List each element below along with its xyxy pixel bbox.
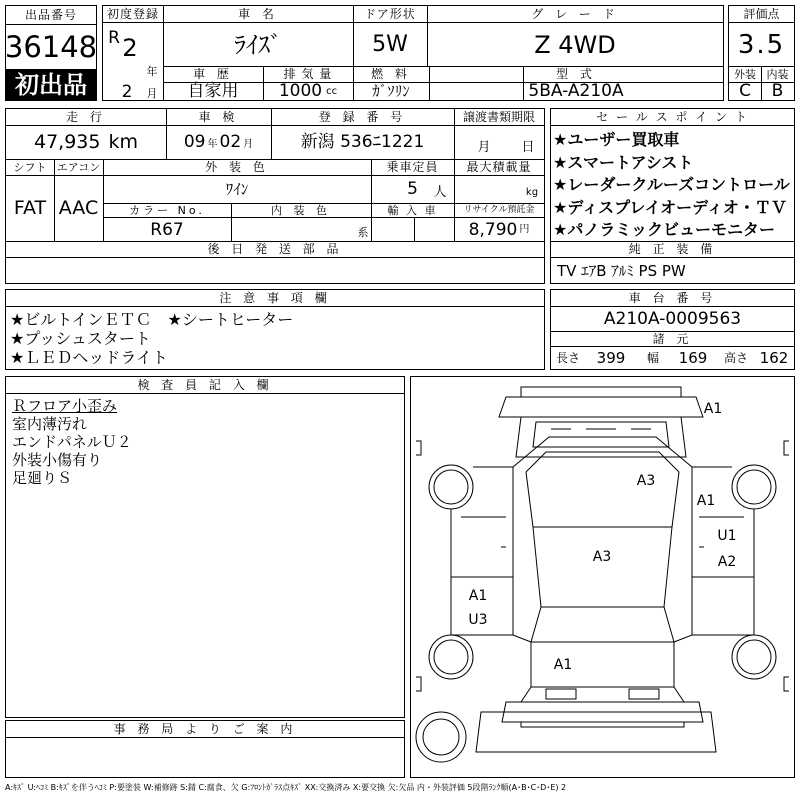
chassis-box (550, 289, 795, 370)
grade-header: グ レ ー ド (531, 7, 619, 21)
first-reg-year: 2 (122, 34, 138, 62)
sales-points-box (550, 108, 795, 284)
history-header: 車 歴 (193, 67, 233, 81)
int-color-header: 内 装 色 (271, 203, 331, 217)
sales-point-item: ★スマートアシスト (553, 152, 694, 172)
door-value: 5W (372, 32, 408, 57)
recycle-unit: 円 (519, 224, 530, 235)
inspector-header: 検 査 員 記 入 欄 (137, 378, 273, 392)
import-header: 輸 入 車 (387, 203, 438, 217)
car-name-header: 車 名 (238, 7, 278, 21)
damage-mark: U3 (468, 612, 488, 628)
first-reg-month: 2 (121, 81, 133, 102)
chassis-header: 車 台 番 号 (628, 291, 717, 305)
damage-mark: A1 (553, 657, 573, 673)
dim-height-value: 162 (759, 348, 789, 367)
inspector-line: エンドパネルＵ２ (12, 433, 132, 451)
int-score-value: B (771, 81, 784, 101)
car-name-value: ﾗｲｽﾞ (234, 31, 282, 59)
displacement-unit: cc (326, 85, 338, 97)
inspection-value (166, 127, 271, 157)
color-no-value: R67 (150, 219, 184, 240)
damage-mark: A3 (592, 549, 612, 565)
inspector-line: 室内薄汚れ (12, 415, 88, 433)
recycle-header: リサイクル預託金 (463, 204, 535, 215)
sales-points-header: セ ー ル ス ポ イ ン ト (596, 110, 749, 124)
shift-header: シフト (13, 160, 47, 174)
history-value: 自家用 (187, 81, 239, 101)
mileage-unit: km (108, 130, 138, 153)
first-listing-badge: 初出品 (6, 69, 96, 100)
damage-mark: A2 (717, 554, 737, 570)
damage-mark: U1 (717, 528, 737, 544)
vehicle-header (102, 5, 724, 101)
capacity-unit: 人 (433, 184, 447, 200)
car-diagram-box (410, 376, 795, 778)
damage-mark: A3 (636, 473, 656, 489)
first-reg-header: 初度登録 (106, 7, 159, 21)
sales-points-list (553, 129, 790, 242)
displacement-value (263, 83, 353, 100)
capacity-header: 乗車定員 (386, 160, 439, 174)
inspector-list (12, 397, 132, 487)
chassis-value: A210A-0009563 (603, 308, 742, 329)
capacity-value: 5 (407, 178, 418, 199)
notes-header: 注 意 事 項 欄 (219, 291, 331, 305)
inspection-year: 09 (183, 131, 206, 152)
sales-point-item: ★パノラミックビューモニター (553, 220, 776, 239)
later-parts-header: 後 日 発 送 部 品 (207, 242, 343, 256)
fuel-header: 燃 料 (371, 67, 411, 81)
lot-number: 36148 (4, 29, 98, 64)
dimensions-header: 諸 元 (652, 331, 693, 346)
score-box (728, 5, 795, 101)
first-reg-month-unit: 月 (146, 86, 158, 100)
inspector-box (5, 376, 405, 718)
max-load-header: 最大積載量 (466, 160, 532, 174)
max-load-unit: kg (525, 187, 539, 198)
mileage-header: 走 行 (66, 110, 106, 124)
registration-header: 登 録 番 号 (318, 110, 407, 124)
recycle-number: 8,790 (468, 219, 518, 240)
lot-header: 出品番号 (24, 8, 77, 22)
grade-value: Z 4WD (534, 31, 616, 59)
displacement-number: 1000 (278, 81, 323, 101)
genuine-equipment-value: TV ｴｱB ｱﾙﾐ PS PW (557, 261, 686, 280)
dim-length-value: 399 (596, 348, 626, 367)
first-reg-year-unit: 年 (146, 64, 158, 78)
shift-value: FAT (13, 196, 47, 219)
damage-mark: A1 (468, 588, 488, 604)
notes-box (5, 289, 545, 370)
sales-point-item: ★ユーザー買取車 (553, 130, 680, 149)
mileage-number: 47,935 (34, 130, 101, 153)
first-reg-era: R (108, 27, 120, 48)
note-line: ★ＬＥＤヘッドライト (10, 348, 168, 367)
dim-width-label: 幅 (646, 351, 659, 365)
dim-height-label: 高さ (723, 351, 748, 365)
int-score-header: 内装 (766, 67, 789, 81)
note-line: ★プッシュスタート (10, 329, 151, 348)
registration-value: 新潟 536ﾆ1221 (300, 131, 425, 152)
score-header: 評価点 (743, 7, 780, 21)
note-line: ★ビルトインＥＴＣ ★シートヒーター (10, 310, 294, 329)
displacement-header: 排 気 量 (283, 67, 333, 81)
fuel-value: ｶﾞｿﾘﾝ (372, 82, 410, 100)
genuine-equipment-header: 純 正 装 備 (628, 242, 717, 256)
inspection-year-unit: 年 (207, 139, 218, 150)
details-block (5, 108, 545, 284)
model-code-header: 型 式 (556, 67, 596, 81)
transfer-month-unit: 月 (477, 139, 491, 155)
inspector-line: 足廻りＳ (12, 469, 73, 487)
mileage-value (6, 127, 166, 157)
notes-list (10, 310, 293, 367)
ext-color-value: ﾜｲﾝ (225, 179, 249, 198)
ext-score-value: C (739, 81, 751, 101)
ext-color-header: 外 装 色 (205, 160, 269, 174)
office-box (5, 720, 405, 778)
inspection-header: 車 検 (198, 110, 239, 124)
dim-length-label: 長さ (555, 351, 580, 365)
damage-mark: A1 (696, 493, 716, 509)
sales-point-item: ★ディスプレイオーディオ・ＴＶ (553, 197, 787, 217)
color-no-header: カラー No. (129, 203, 205, 217)
lot-box (5, 5, 97, 101)
model-code-value: 5BA-A210A (528, 81, 624, 101)
inspection-month: 02 (219, 131, 242, 152)
aircon-header: エアコン (56, 160, 101, 174)
ext-score-header: 外装 (734, 67, 756, 81)
inspection-month-unit: 月 (243, 139, 254, 150)
int-color-unit: 系 (357, 225, 369, 239)
inspector-line: 外装小傷有り (12, 451, 103, 469)
office-header: 事 務 局 よ り ご 案 内 (113, 722, 297, 736)
transfer-header: 譲渡書類期限 (462, 110, 535, 124)
aircon-value: AAC (58, 196, 99, 219)
recycle-value (454, 219, 544, 241)
dim-width-value: 169 (678, 348, 708, 367)
legend: A:ｷｽﾞ U:ﾍｺﾐ B:ｷｽﾞを伴うﾍｺﾐ P:要塗装 W:補修跡 S:錆 C:腐食、欠 G:ﾌﾛﾝﾄｶﾞﾗｽ点ｷｽﾞ XX:交換済み X:要交換 欠:欠品 内・外装評価 5段階ﾗﾝｸ順(A･B･C･D･E) 2 (5, 783, 567, 792)
transfer-day-unit: 日 (521, 139, 535, 155)
sales-point-item: ★レーダークルーズコントロール (553, 175, 790, 194)
inspector-line: Ｒフロア小歪み (12, 397, 118, 415)
car-diagram (411, 377, 794, 777)
door-header: ドア形状 (364, 7, 416, 21)
damage-mark: A1 (703, 401, 723, 417)
score-value: 3.5 (737, 30, 786, 60)
